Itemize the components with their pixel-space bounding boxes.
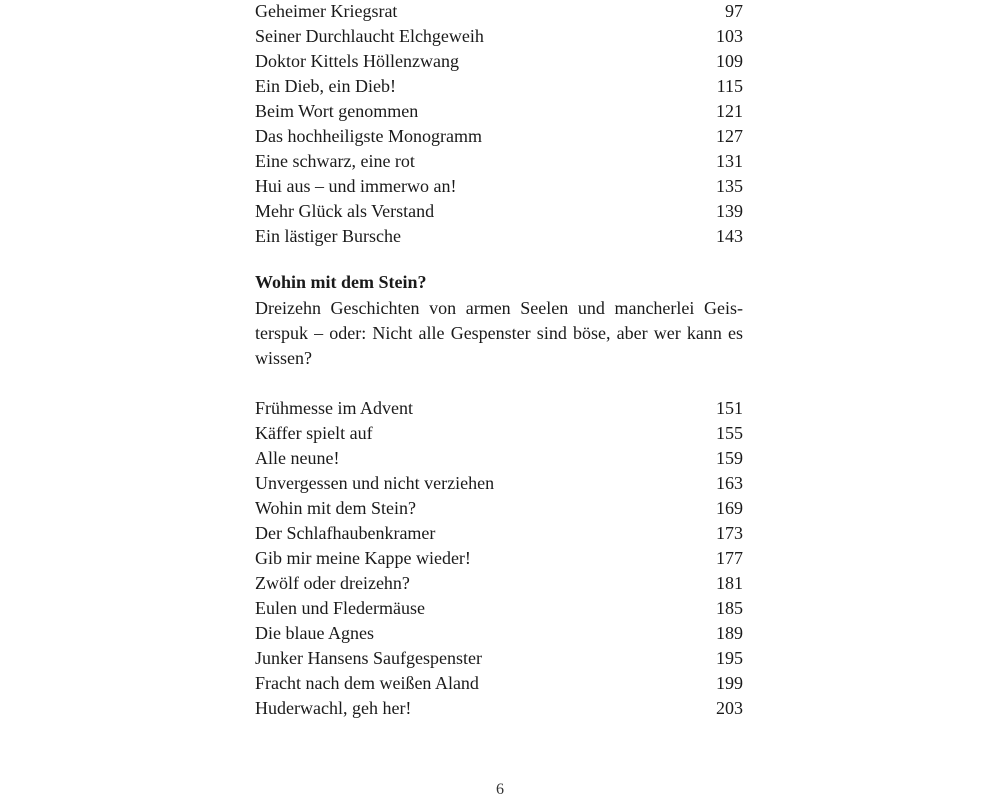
toc-entry (255, 546, 743, 571)
toc-entry-page: 151 (716, 398, 743, 418)
toc-entry-page: 195 (716, 648, 743, 668)
toc-entry (255, 446, 743, 471)
toc-entry (255, 124, 743, 149)
toc-entry-title: Das hochheiligste Monogramm (255, 126, 482, 146)
toc-entry-title: Frühmesse im Advent (255, 398, 413, 418)
toc-entry (255, 421, 743, 446)
toc-entry-title: Eine schwarz, eine rot (255, 151, 415, 171)
toc-entry-page: 169 (716, 498, 743, 518)
toc-entry-page: 103 (716, 26, 743, 46)
toc-entry-title: Beim Wort genommen (255, 101, 419, 121)
toc-entry-title: Fracht nach dem weißen Aland (255, 673, 479, 693)
toc-entry-title: Alle neune! (255, 448, 340, 468)
toc-entry (255, 24, 743, 49)
toc-entry-page: 121 (716, 101, 743, 121)
toc-entry-page: 97 (725, 1, 743, 21)
toc-entry (255, 199, 743, 224)
toc-entry (255, 571, 743, 596)
toc-entry-page: 115 (716, 76, 743, 96)
toc-entry (255, 99, 743, 124)
toc-entry-title: Zwölf oder dreizehn? (255, 573, 410, 593)
toc-entry (255, 521, 743, 546)
toc-entry-page: 163 (716, 473, 743, 493)
toc-entry-title: Ein lästiger Bursche (255, 226, 401, 246)
toc-entry (255, 496, 743, 521)
toc-entry-page: 173 (716, 523, 743, 543)
section-heading: Wohin mit dem Stein? (255, 272, 427, 292)
toc-entry (255, 696, 743, 721)
toc-entry-title: Doktor Kittels Höllenzwang (255, 51, 459, 71)
toc-entry-page: 199 (716, 673, 743, 693)
toc-entry (255, 621, 743, 646)
toc-entry-page: 159 (716, 448, 743, 468)
toc-entry-page: 143 (716, 226, 743, 246)
toc-entry (255, 671, 743, 696)
toc-entry-title: Der Schlafhaubenkramer (255, 523, 436, 543)
toc-entry-page: 131 (716, 151, 743, 171)
toc-entry-title: Wohin mit dem Stein? (255, 498, 417, 518)
toc-entry-page: 189 (716, 623, 743, 643)
toc-entry-page: 155 (716, 423, 743, 443)
toc-entry-page: 185 (716, 598, 743, 618)
toc-entry (255, 49, 743, 74)
toc-entry-title: Geheimer Kriegsrat (255, 1, 398, 21)
toc-entry-title: Gib mir meine Kappe wieder! (255, 548, 471, 568)
toc-entry-title: Die blaue Agnes (255, 623, 374, 643)
toc-entry (255, 174, 743, 199)
toc-entry-title: Eulen und Fledermäuse (255, 598, 425, 618)
toc-list-part-2 (255, 396, 743, 721)
toc-entry-page: 177 (716, 548, 743, 568)
toc-entry (255, 74, 743, 99)
toc-entry (255, 596, 743, 621)
toc-entry-page: 109 (716, 51, 743, 71)
toc-entry-page: 203 (716, 698, 743, 718)
toc-entry-title: Huderwachl, geh her! (255, 698, 412, 718)
toc-entry-title: Junker Hansens Saufgespenster (255, 648, 482, 668)
toc-entry (255, 471, 743, 496)
toc-entry-title: Mehr Glück als Verstand (255, 201, 435, 221)
toc-entry-page: 181 (716, 573, 743, 593)
toc-list-part-1 (255, 0, 743, 249)
toc-entry (255, 396, 743, 421)
toc-entry-title: Hui aus – und immerwo an! (255, 176, 457, 196)
toc-entry-page: 139 (716, 201, 743, 221)
toc-entry-title: Unvergessen und nicht verziehen (255, 473, 495, 493)
toc-entry-page: 135 (716, 176, 743, 196)
toc-entry (255, 0, 743, 24)
toc-entry-title: Ein Dieb, ein Dieb! (255, 76, 396, 96)
toc-entry (255, 224, 743, 249)
toc-entry-title: Käffer spielt auf (255, 423, 373, 443)
toc-entry-page: 127 (716, 126, 743, 146)
toc-entry-title: Seiner Durchlaucht Elchgeweih (255, 26, 484, 46)
section-description: Dreizehn Geschichten von armen Seelen und mancherlei Geisterspuk – oder: Nicht alle Gespenster sind böse, aber wer kann es wissen? (255, 298, 743, 368)
page-number: 6 (496, 781, 504, 798)
toc-entry (255, 149, 743, 174)
toc-entry (255, 646, 743, 671)
